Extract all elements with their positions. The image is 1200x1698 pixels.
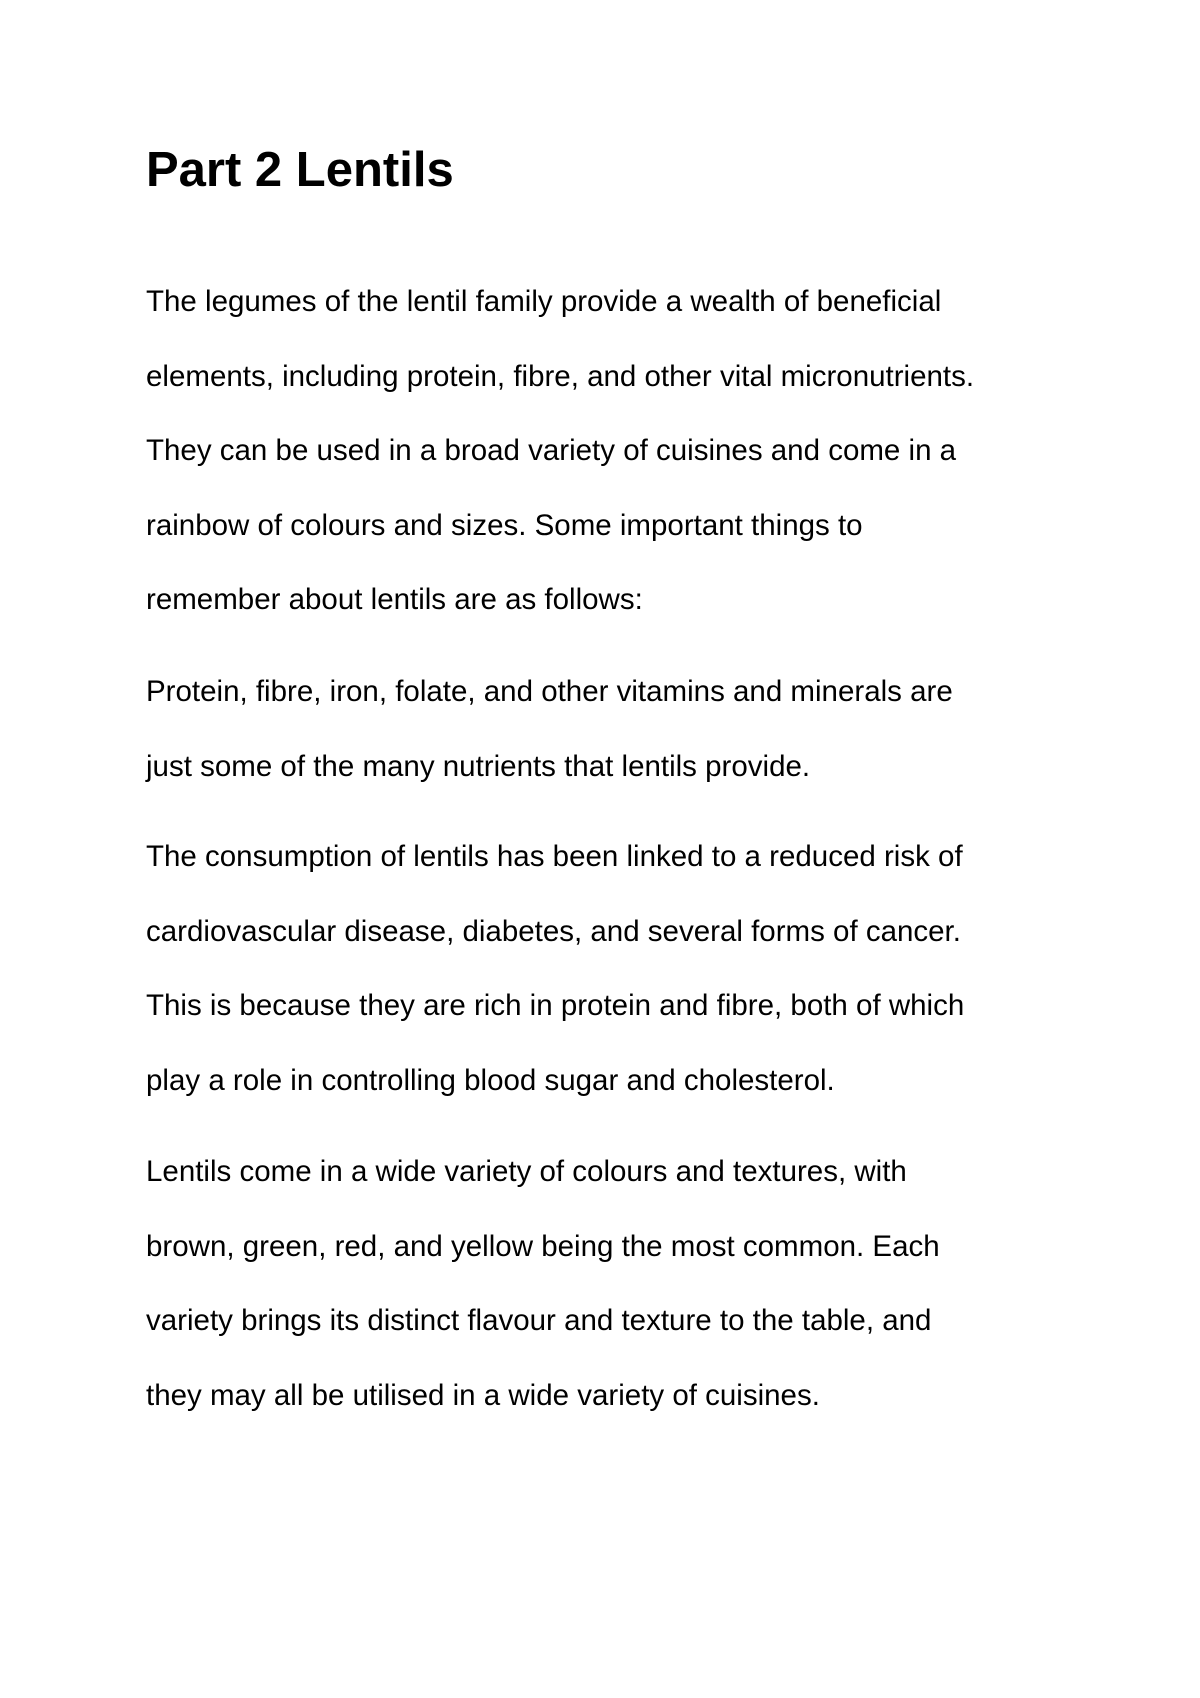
paragraph-nutrients [146,655,1106,804]
paragraph-intro [146,265,1106,638]
text-line: They can be used in a broad variety of cuisines and come in a [146,434,957,467]
paragraph-varieties [146,1135,1106,1433]
text-line: The legumes of the lentil family provide a wealth of beneficial [146,285,942,318]
text-line: The consumption of lentils has been linked to a reduced risk of [146,840,963,873]
text-line: This is because they are rich in protein and fibre, both of which [146,989,965,1022]
text-line: rainbow of colours and sizes. Some important things to [146,508,863,542]
paragraph-health [146,820,1106,1118]
text-line: cardiovascular disease, diabetes, and several forms of cancer. [146,914,961,948]
text-line: Lentils come in a wide variety of colours and textures, with [146,1155,907,1188]
text-line: variety brings its distinct flavour and texture to the table, and [146,1304,932,1337]
page-title: Part 2 Lentils [146,143,454,197]
text-line: Protein, fibre, iron, folate, and other vitamins and minerals are [146,675,953,708]
text-line: elements, including protein, fibre, and other vital micronutrients. [146,359,975,393]
text-line: they may all be utilised in a wide variety of cuisines. [146,1378,820,1412]
text-line: just some of the many nutrients that lentils provide. [146,749,811,783]
text-line: remember about lentils are as follows: [146,583,643,616]
text-line: brown, green, red, and yellow being the most common. Each [146,1229,940,1263]
text-line: play a role in controlling blood sugar and cholesterol. [146,1063,835,1097]
